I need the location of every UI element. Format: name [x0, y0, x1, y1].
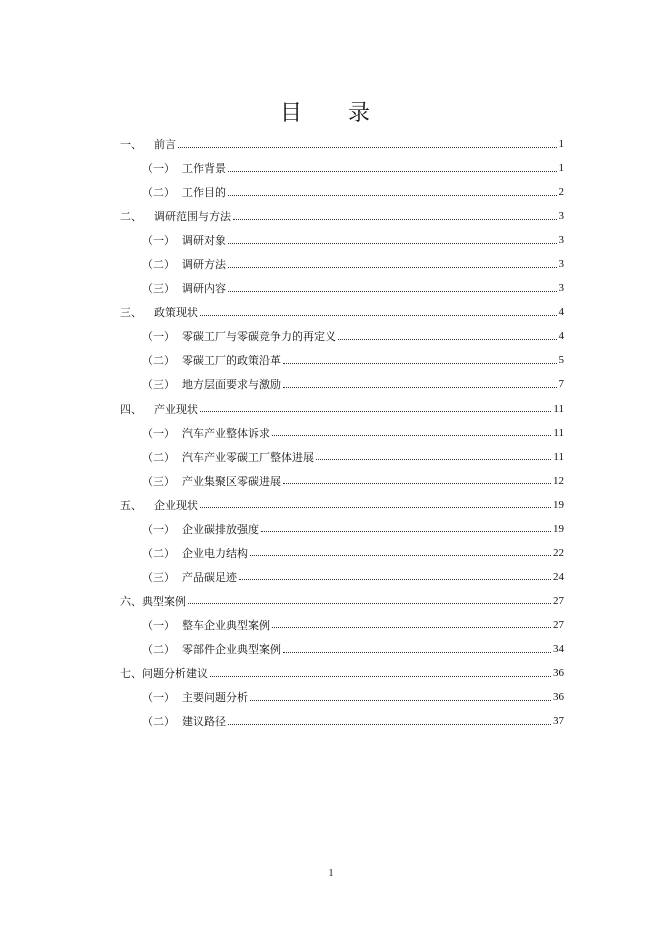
toc-title: 目 录 [279, 101, 382, 126]
toc-entry[interactable] [120, 541, 564, 565]
toc-entry[interactable] [120, 469, 564, 493]
toc-entry-number: （二） [142, 546, 175, 560]
toc-entry[interactable] [120, 372, 564, 396]
dot-leader [283, 363, 557, 364]
toc-entry-page: 4 [558, 330, 564, 343]
toc-entry-label: 整车企业典型案例 [182, 618, 270, 632]
toc-entry[interactable] [120, 156, 564, 180]
toc-entry-number: （三） [142, 378, 175, 392]
dot-leader [283, 652, 551, 653]
toc-entry-page: 34 [553, 643, 564, 655]
dot-leader [250, 700, 551, 701]
dot-leader [228, 195, 557, 196]
dot-leader [178, 147, 557, 148]
toc-entry-label: 调研对象 [182, 234, 226, 248]
toc-entry-label: 工作目的 [182, 186, 226, 200]
toc-entry[interactable] [120, 276, 564, 300]
toc-entry-page: 36 [553, 667, 564, 680]
dot-leader [188, 603, 551, 604]
dot-leader [338, 339, 557, 340]
toc-entry-number: 四、 [120, 402, 142, 416]
toc-entry-label: 地方层面要求与激励 [182, 378, 281, 392]
dot-leader [283, 387, 557, 388]
toc-entry-number: 二、 [120, 210, 142, 224]
toc-entry-label: 企业电力结构 [182, 546, 248, 560]
toc-entry-number: 三、 [120, 306, 142, 320]
toc-entry-label: 汽车产业零碳工厂整体进展 [182, 450, 314, 464]
toc-entry-label: 零碳工厂的政策沿革 [182, 354, 281, 368]
toc-entry[interactable] [120, 228, 564, 252]
toc-entry-page: 27 [553, 594, 564, 607]
toc-entry-label: 产品碳足迹 [182, 570, 237, 584]
toc-entry-page: 22 [553, 546, 564, 559]
toc-entry-label: 零碳工厂与零碳竞争力的再定义 [182, 330, 336, 344]
toc-entry-page: 3 [558, 210, 564, 223]
toc-entry-number: （二） [142, 186, 175, 200]
toc-entry-page: 3 [558, 258, 564, 271]
toc-entry-page: 2 [558, 186, 564, 199]
toc-entry-page: 1 [558, 138, 564, 151]
toc-entry-number: （二） [142, 258, 175, 272]
toc-entry-label: 零部件企业典型案例 [182, 643, 281, 656]
dot-leader [228, 291, 557, 292]
dot-leader [272, 435, 551, 436]
toc-entry[interactable] [120, 493, 564, 517]
toc-entry-number: （二） [142, 643, 175, 656]
toc-entry-label: 产业集聚区零碳进展 [182, 474, 281, 488]
toc-entry[interactable] [120, 132, 564, 156]
toc-entry-number: 一、 [120, 138, 142, 152]
toc-entry-label: 产业现状 [154, 402, 198, 416]
toc-entry-page: 11 [553, 450, 564, 463]
toc-entry-label: 典型案例 [142, 594, 186, 608]
table-of-contents [120, 132, 564, 733]
toc-entry-page: 4 [558, 306, 564, 319]
toc-entry[interactable] [120, 300, 564, 324]
toc-entry[interactable] [120, 637, 564, 661]
toc-entry[interactable] [120, 613, 564, 637]
dot-leader [200, 411, 551, 412]
toc-entry-number: （三） [142, 570, 175, 584]
toc-entry-number: 六、 [120, 594, 142, 608]
toc-entry[interactable] [120, 348, 564, 372]
toc-entry-label: 调研方法 [182, 258, 226, 272]
dot-leader [233, 219, 557, 220]
toc-entry[interactable] [120, 517, 564, 541]
toc-entry[interactable] [120, 324, 564, 348]
toc-entry-page: 11 [553, 402, 564, 415]
toc-entry-page: 11 [553, 426, 564, 439]
toc-entry[interactable] [120, 397, 564, 421]
toc-entry-page: 5 [558, 354, 564, 367]
toc-entry-label: 企业碳排放强度 [182, 522, 259, 536]
toc-entry[interactable] [120, 445, 564, 469]
toc-entry[interactable] [120, 685, 564, 709]
toc-entry-label: 调研内容 [182, 282, 226, 296]
toc-entry-number: （一） [142, 691, 175, 705]
toc-entry[interactable] [120, 204, 564, 228]
dot-leader [261, 531, 551, 532]
dot-leader [210, 676, 551, 677]
dot-leader [316, 459, 551, 460]
toc-entry-page: 27 [553, 618, 564, 631]
toc-entry-page: 7 [558, 378, 564, 391]
toc-entry[interactable] [120, 565, 564, 589]
toc-entry-page: 36 [553, 691, 564, 704]
dot-leader [228, 267, 557, 268]
toc-entry-page: 3 [558, 234, 564, 247]
dot-leader [228, 171, 557, 172]
dot-leader [283, 483, 551, 484]
toc-entry-page: 24 [553, 570, 564, 583]
toc-entry[interactable] [120, 252, 564, 276]
toc-entry-label: 主要问题分析 [182, 691, 248, 705]
toc-entry-label: 建议路径 [182, 715, 226, 729]
page-number: 1 [328, 868, 334, 879]
toc-entry-number: （一） [142, 522, 175, 536]
toc-entry[interactable] [120, 709, 564, 733]
dot-leader [272, 627, 551, 628]
toc-entry-number: （一） [142, 618, 175, 632]
toc-entry[interactable] [120, 661, 564, 685]
toc-entry-page: 3 [558, 282, 564, 295]
toc-entry[interactable] [120, 180, 564, 204]
toc-entry-label: 问题分析建议 [142, 667, 208, 681]
toc-entry-number: （二） [142, 450, 175, 464]
toc-entry-number: （二） [142, 354, 175, 368]
toc-entry-page: 1 [558, 162, 564, 175]
dot-leader [200, 315, 557, 316]
dot-leader [228, 724, 551, 725]
toc-entry-page: 37 [553, 715, 564, 728]
toc-entry-number: （一） [142, 330, 175, 344]
toc-entry-number: （一） [142, 426, 175, 440]
toc-entry-number: （三） [142, 474, 175, 488]
dot-leader [200, 507, 551, 508]
toc-entry-label: 工作背景 [182, 162, 226, 176]
toc-entry-label: 政策现状 [154, 306, 198, 320]
toc-entry-label: 调研范围与方法 [154, 210, 231, 224]
toc-entry[interactable] [120, 421, 564, 445]
toc-entry-page: 12 [553, 474, 564, 487]
toc-entry-number: 五、 [120, 498, 142, 512]
toc-entry-page: 19 [553, 498, 564, 511]
toc-entry-number: （一） [142, 234, 175, 248]
toc-entry-label: 前言 [154, 138, 176, 152]
toc-entry-label: 汽车产业整体诉求 [182, 426, 270, 440]
toc-entry-number: （三） [142, 282, 175, 296]
toc-entry-page: 19 [553, 522, 564, 535]
toc-entry-number: （一） [142, 162, 175, 176]
toc-entry-label: 企业现状 [154, 498, 198, 512]
toc-entry-number: 七、 [120, 667, 142, 681]
dot-leader [250, 555, 551, 556]
dot-leader [228, 243, 557, 244]
toc-entry[interactable] [120, 589, 564, 613]
dot-leader [239, 579, 551, 580]
toc-entry-number: （二） [142, 715, 175, 729]
